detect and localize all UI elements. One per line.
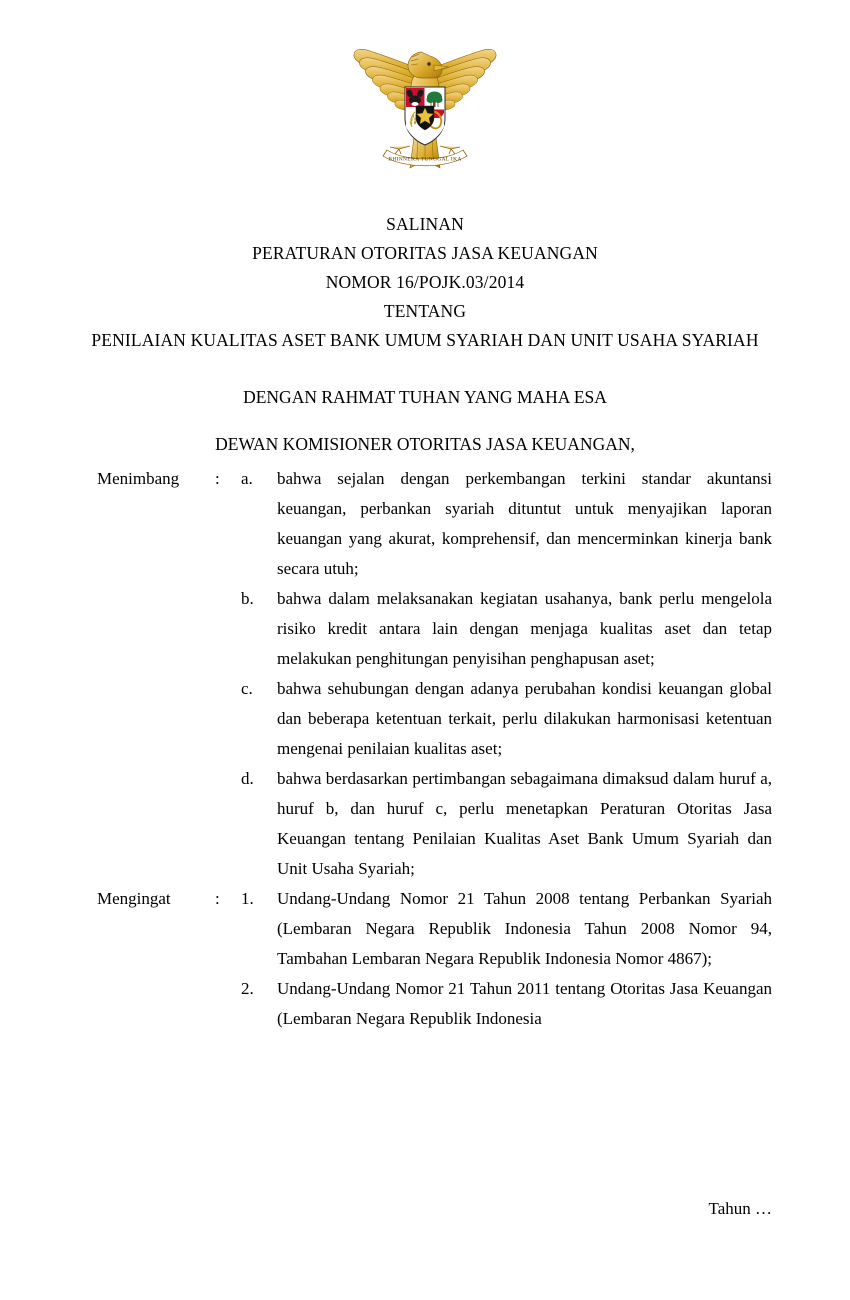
clause-items-mengingat	[0, 884, 850, 1034]
clause-label-mengingat: Mengingat	[97, 889, 171, 908]
motto-text: BHINNEKA TUNGGAL IKA	[388, 156, 462, 163]
item-text: Undang-Undang Nomor 21 Tahun 2011 tentang Otoritas Jasa Keuangan (Lembaran Negara Republik Indonesia	[277, 979, 772, 1028]
item-text: Undang-Undang Nomor 21 Tahun 2008 tentang Perbankan Syariah (Lembaran Negara Republik Indonesia Tahun 2008 Nomor 94, Tambahan Lembaran Negara Republik Indonesia Nomor 4867);	[277, 889, 772, 968]
item-marker: 2.	[241, 979, 254, 998]
garuda-pancasila-icon	[351, 34, 499, 172]
emblem-container	[0, 34, 850, 177]
list-item	[0, 764, 850, 884]
item-text: bahwa berdasarkan pertimbangan sebagaimana dimaksud dalam huruf a, huruf b, dan huruf c, perlu menetapkan Peraturan Otoritas Jasa Keuangan tentang Penilaian Kualitas Aset Bank Umum Syariah dan Unit Usaha Syariah;	[277, 769, 772, 878]
clause-colon-mengingat: :	[215, 889, 220, 908]
item-marker: 1.	[241, 889, 254, 908]
title-line-salinan: SALINAN	[386, 214, 464, 234]
clause-menimbang	[0, 464, 850, 884]
title-line-tentang: TENTANG	[383, 301, 467, 321]
title-line-number: NOMOR 16/POJK.03/2014	[325, 272, 525, 292]
list-item	[0, 464, 850, 584]
document-subtitle-block	[0, 374, 850, 468]
clause-label-menimbang: Menimbang	[97, 469, 180, 488]
list-item	[0, 674, 850, 764]
subtitle-line-dewan: DEWAN KOMISIONER OTORITAS JASA KEUANGAN,	[215, 434, 635, 454]
clause-mengingat	[0, 884, 850, 1034]
list-item	[0, 974, 850, 1034]
clauses-container	[0, 464, 850, 1034]
page-continuation-note: Tahun …	[708, 1199, 772, 1218]
item-text: bahwa sehubungan dengan adanya perubahan kondisi keuangan global dan beberapa ketentuan terkait, perlu dilakukan harmonisasi ketentuan mengenai penilaian kualitas aset;	[277, 679, 772, 758]
item-marker: a.	[241, 469, 253, 488]
item-marker: d.	[241, 769, 254, 788]
list-item	[0, 884, 850, 974]
title-line-regulation: PERATURAN OTORITAS JASA KEUANGAN	[252, 243, 598, 263]
clause-items-menimbang	[0, 464, 850, 884]
item-marker: c.	[241, 679, 253, 698]
clause-colon-menimbang: :	[215, 469, 220, 488]
title-line-subject: PENILAIAN KUALITAS ASET BANK UMUM SYARIAH DAN UNIT USAHA SYARIAH	[91, 330, 759, 350]
subtitle-line-rahmat: DENGAN RAHMAT TUHAN YANG MAHA ESA	[243, 387, 607, 407]
item-text: bahwa sejalan dengan perkembangan terkini standar akuntansi keuangan, perbankan syariah dituntut untuk menyajikan laporan keuangan yang akurat, komprehensif, dan mencerminkan kinerja bank secara utuh;	[277, 469, 772, 578]
document-title-block	[0, 210, 850, 355]
item-marker: b.	[241, 589, 254, 608]
item-text: bahwa dalam melaksanakan kegiatan usahanya, bank perlu mengelola risiko kredit antara lain dengan menjaga kualitas aset dan tetap melakukan penghitungan penyisihan penghapusan aset;	[277, 589, 772, 668]
list-item	[0, 584, 850, 674]
